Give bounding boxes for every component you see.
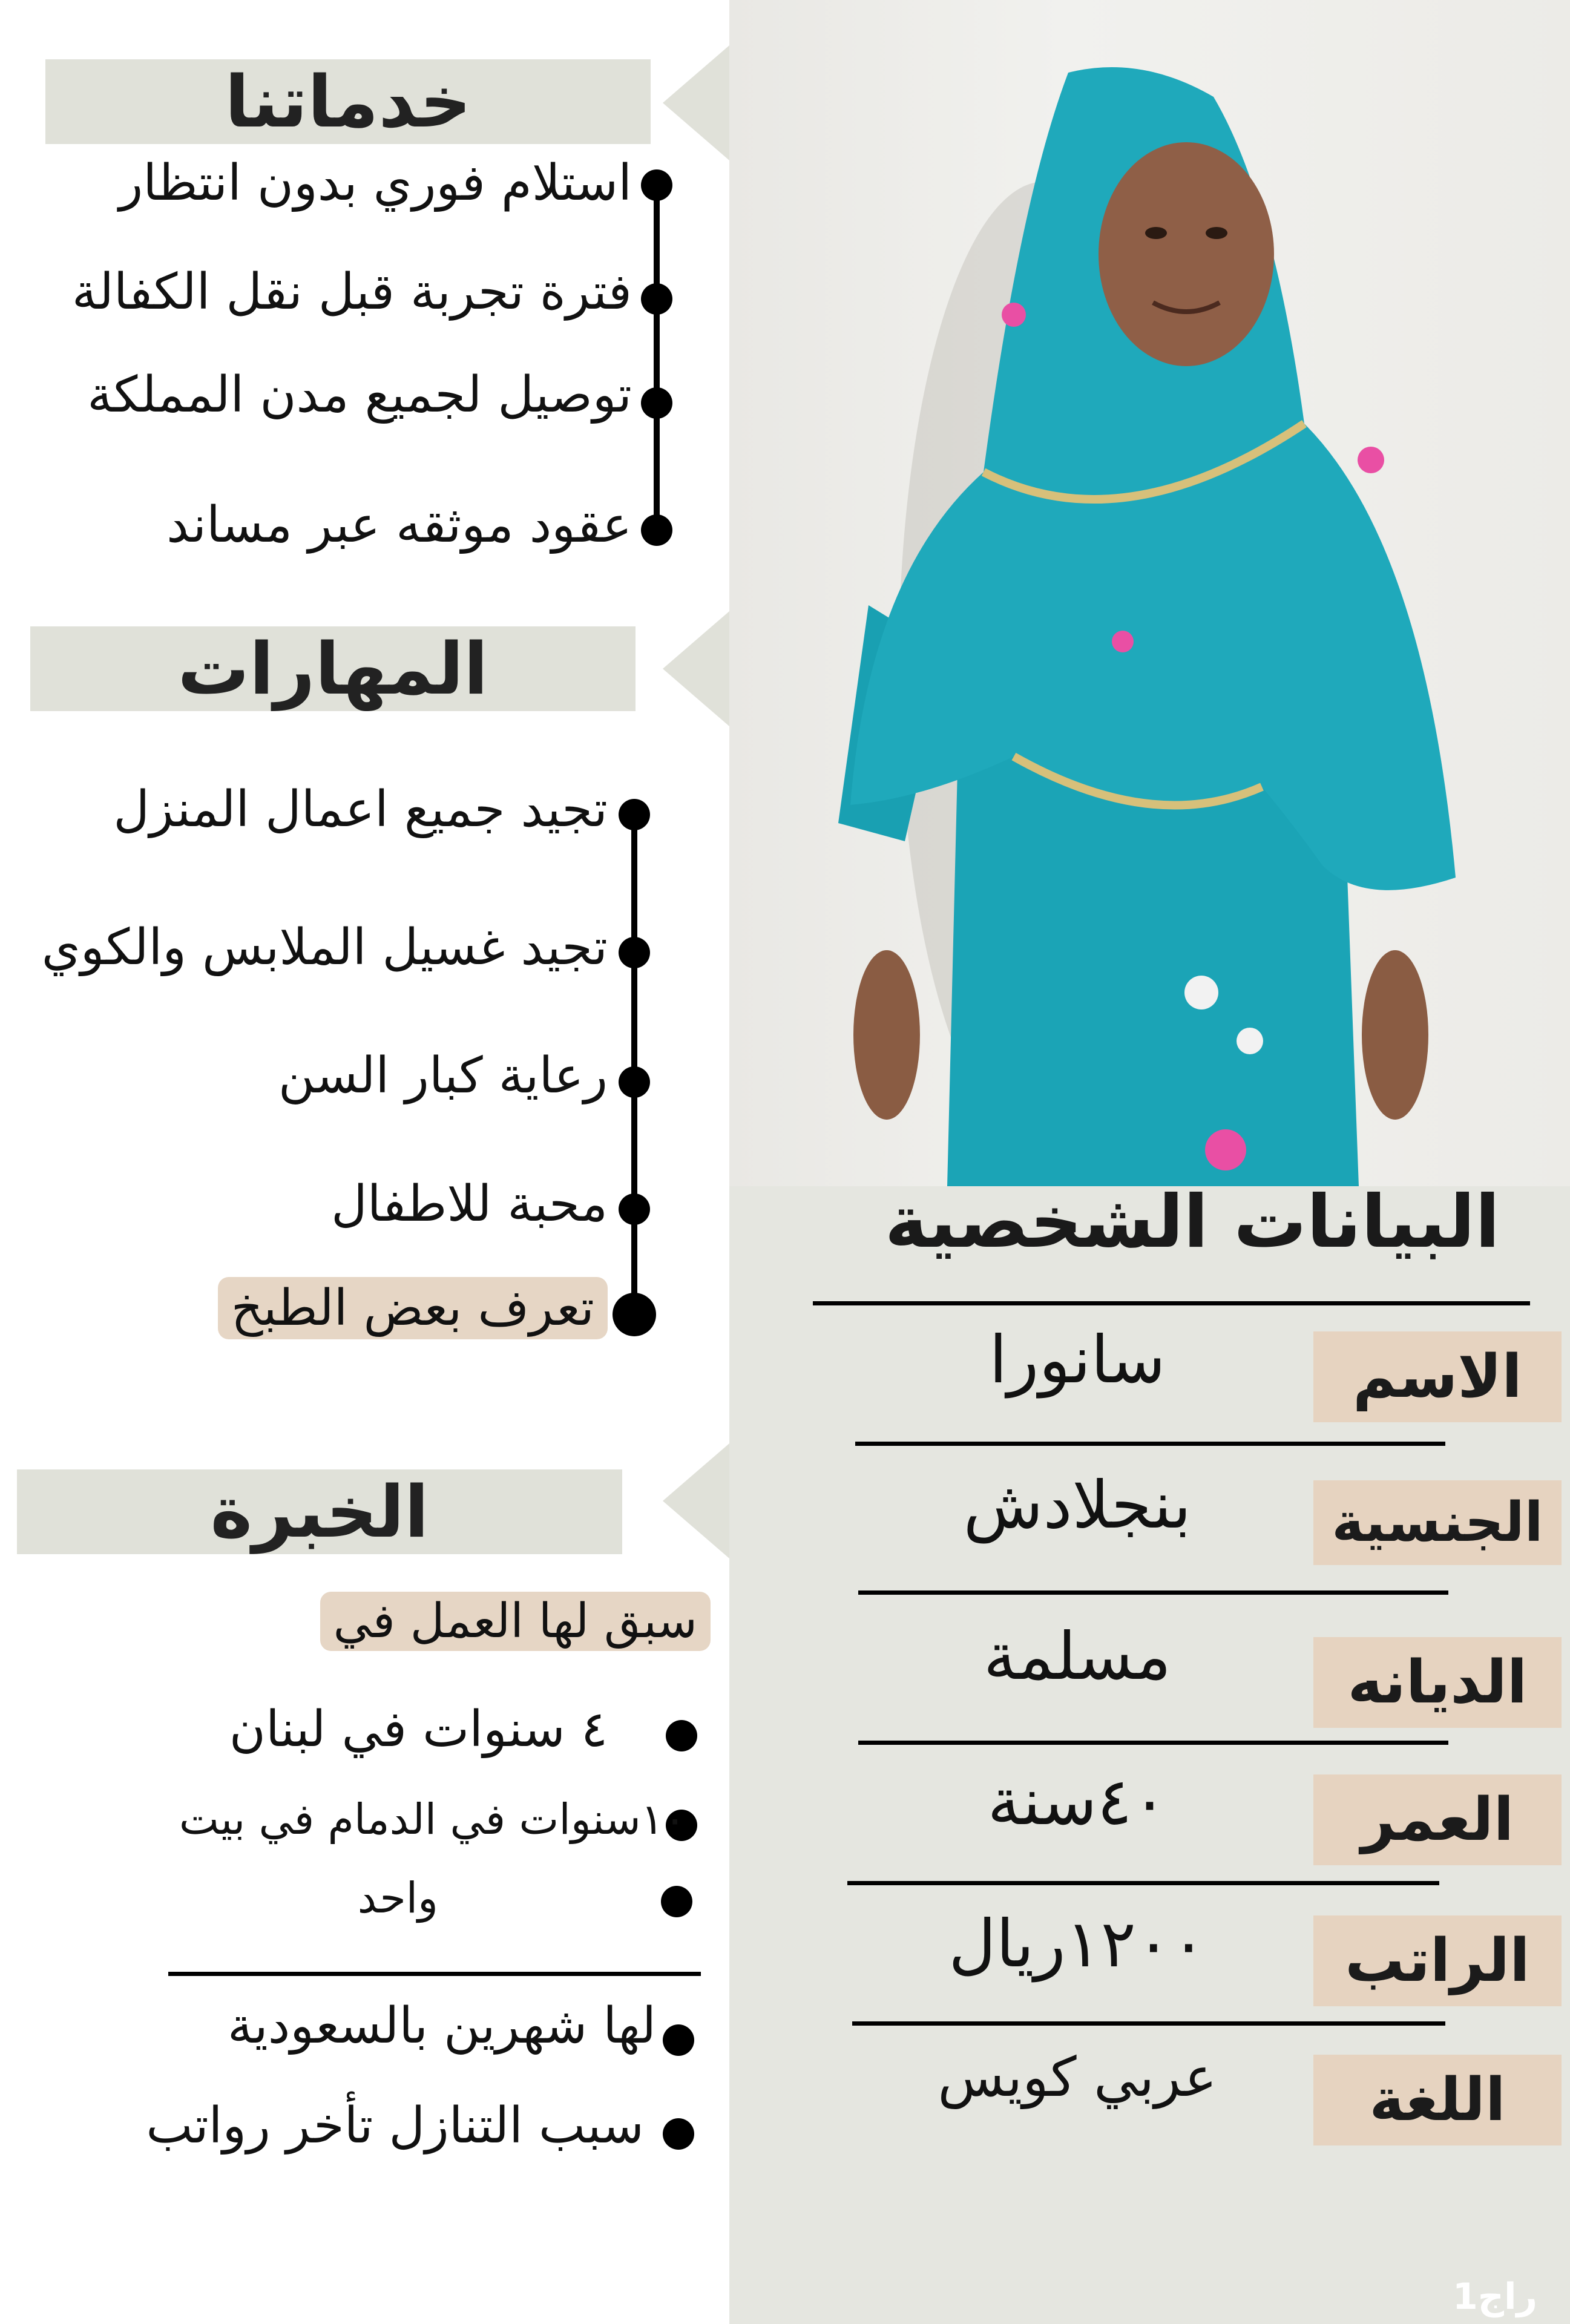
skills-title: المهارات xyxy=(177,627,488,711)
skills-notch xyxy=(663,611,729,726)
field-divider xyxy=(858,1741,1448,1745)
services-item: استلام فوري بدون انتظار xyxy=(119,154,632,212)
field-value-age: ٤٠سنة xyxy=(987,1764,1168,1840)
worker-figure xyxy=(729,0,1570,1186)
skills-dot xyxy=(619,1066,650,1098)
footer-mark: راج1 xyxy=(1453,2276,1538,2318)
experience-banner xyxy=(17,1469,622,1554)
field-value-salary: ١٢٠٠ريال xyxy=(948,1906,1206,1982)
field-label-language: اللغة xyxy=(1313,2055,1562,2145)
skills-item: رعاية كبار السن xyxy=(278,1047,608,1105)
experience-item: واحد xyxy=(357,1873,438,1923)
field-value-language: عربي كويس xyxy=(938,2046,1217,2109)
field-value-name: سانورا xyxy=(989,1322,1166,1398)
field-value-religion: مسلمة xyxy=(983,1619,1172,1695)
skills-dot xyxy=(619,799,650,830)
services-title: خدماتنا xyxy=(225,60,471,143)
skills-dot xyxy=(619,1193,650,1225)
services-dot xyxy=(641,283,672,315)
skills-item: محبة للاطفال xyxy=(331,1175,608,1233)
personal-info-title: البيانات الشخصية xyxy=(884,1180,1500,1264)
worker-photo xyxy=(729,0,1570,1186)
field-divider xyxy=(852,2021,1445,2026)
skills-item: تجيد جميع اعمال المنزل xyxy=(113,781,608,838)
field-divider xyxy=(855,1442,1445,1446)
experience-note: سبب التنازل تأخر رواتب xyxy=(146,2097,644,2155)
experience-item: ١٠سنوات في الدمام في بيت xyxy=(179,1794,686,1844)
experience-title: الخبرة xyxy=(210,1470,429,1554)
services-item: فترة تجربة قبل نقل الكفالة xyxy=(71,263,632,321)
experience-note: لها شهرين بالسعودية xyxy=(227,1997,656,2055)
field-label-age: العمر xyxy=(1313,1774,1562,1865)
field-label-salary: الراتب xyxy=(1313,1915,1562,2006)
experience-dot xyxy=(666,1720,697,1751)
services-item: عقود موثقه عبر مساند xyxy=(166,496,632,554)
services-notch xyxy=(663,45,729,160)
services-banner xyxy=(45,59,651,144)
services-dot xyxy=(641,169,672,201)
field-value-nationality: بنجلادش xyxy=(963,1468,1192,1543)
field-label-religion: الديانه xyxy=(1313,1637,1562,1728)
skills-dot xyxy=(613,1293,656,1336)
experience-subtitle: سبق لها العمل في xyxy=(320,1592,711,1651)
field-divider xyxy=(847,1881,1439,1885)
services-item: توصيل لجميع مدن المملكة xyxy=(87,366,632,424)
skills-item-highlight: تعرف بعض الطبخ xyxy=(218,1277,608,1339)
skills-dot xyxy=(619,937,650,968)
field-label-name: الاسم xyxy=(1313,1331,1562,1422)
personal-title-divider xyxy=(813,1301,1530,1305)
experience-note-dot xyxy=(663,2024,694,2056)
skills-item: تجيد غسيل الملابس والكوي xyxy=(41,919,608,976)
field-divider xyxy=(858,1590,1448,1595)
experience-dot xyxy=(661,1886,692,1917)
experience-divider xyxy=(168,1972,701,1976)
field-label-nationality: الجنسية xyxy=(1313,1480,1562,1565)
experience-notch xyxy=(663,1443,729,1558)
experience-note-dot xyxy=(663,2118,694,2150)
skills-banner xyxy=(30,626,636,711)
services-timeline xyxy=(654,185,660,530)
services-dot xyxy=(641,387,672,419)
experience-item: ٤ سنوات في لبنان xyxy=(229,1701,608,1758)
skills-timeline xyxy=(631,814,637,1310)
services-dot xyxy=(641,514,672,546)
